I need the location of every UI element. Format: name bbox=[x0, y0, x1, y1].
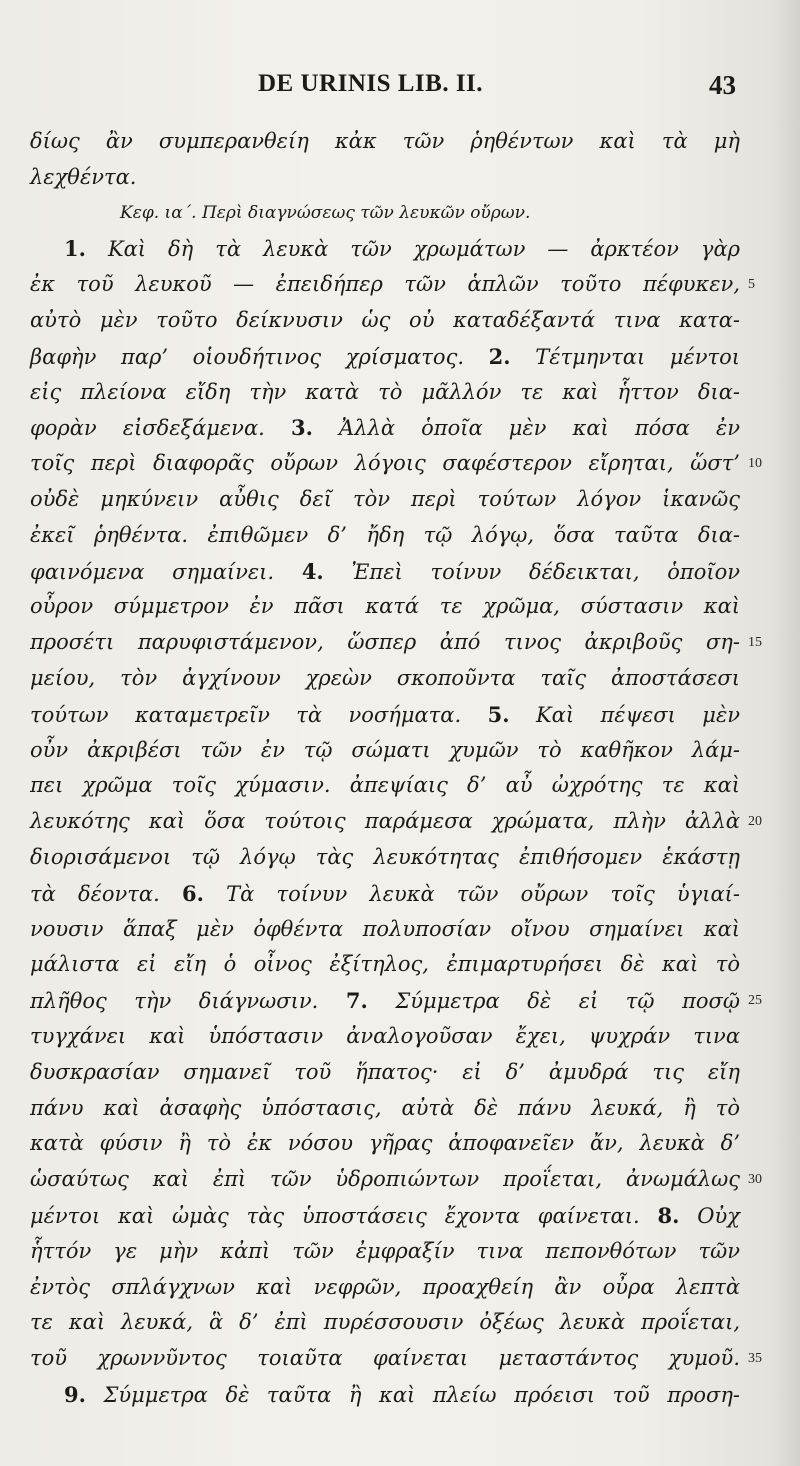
section-number: 1. bbox=[64, 236, 86, 262]
text-line: βαφὴν παρ’ οἱουδήτινος χρίσματος. 2. Τέτμηνται μέντοι bbox=[30, 343, 741, 369]
text-line: μείου, τὸν ἀγχίνουν χρεὼν σκοποῦντα ταῖς ἀποστάσεσι bbox=[30, 665, 740, 690]
text-line: φαινόμενα σημαίνει. 4. Ἐπεὶ τοίνυν δέδεικται, ὁποῖον bbox=[30, 558, 740, 584]
text-line: οὖρον σύμμετρον ἐν πᾶσι κατά τε χρῶμα, σύστασιν καὶ bbox=[30, 594, 740, 619]
running-head-title: DE URINIS LIB. II. bbox=[258, 70, 484, 97]
text-line: οὐδὲ μηκύνειν αὖθις δεῖ τὸν περὶ τούτων λόγον ἱκανῶς bbox=[30, 486, 740, 511]
text-line: πει χρῶμα τοῖς χύμασιν. ἀπεψίαις δ’ αὖ ὠχρότης τε καὶ bbox=[30, 773, 740, 798]
section-number: 2. bbox=[488, 343, 511, 369]
text-line: τοῖς περὶ διαφορᾶς οὔρων λόγοις σαφέστερον εἴρηται, ὥστ’ 10 bbox=[30, 446, 740, 482]
text-line: λεχθέντα. bbox=[30, 164, 137, 189]
text-block bbox=[30, 124, 762, 1413]
text-line: λευκότης καὶ ὅσα τούτοις παράμεσα χρώματα, πλὴν ἀλλὰ 20 bbox=[30, 804, 740, 840]
text-line: τε καὶ λευκά, ἃ δ’ ἐπὶ πυρέσσουσιν ὀξέως λευκὰ προΐεται, bbox=[30, 1310, 740, 1335]
line-number: 5 bbox=[748, 277, 755, 293]
text-line: πάνυ καὶ ἀσαφὴς ὑπόστασις, αὐτὰ δὲ πάνυ λευκά, ἢ τὸ bbox=[30, 1095, 740, 1120]
text-line: τούτων καταμετρεῖν τὰ νοσήματα. 5. Καὶ πέψεσι μὲν bbox=[30, 701, 740, 727]
text-line: μέντοι καὶ ὠμὰς τὰς ὑποστάσεις ἔχοντα φαίνεται. 8. Οὐχ bbox=[30, 1202, 740, 1228]
text-line: προσέτι παρυφιστάμενον, ὥσπερ ἀπό τινος ἀκριβοῦς ση- 15 bbox=[30, 625, 740, 661]
text-line: οὖν ἀκριβέσι τῶν ἐν τῷ σώματι χυμῶν τὸ καθῆκον λάμ- bbox=[30, 737, 740, 762]
page-number: 43 bbox=[709, 70, 736, 100]
text-line: ἐντὸς σπλάγχνων καὶ νεφρῶν, προαχθείη ἂν οὖρα λεπτὰ bbox=[30, 1274, 740, 1299]
text-line: διορισάμενοι τῷ λόγῳ τὰς λευκότητας ἐπιθήσομεν ἑκάστῃ bbox=[30, 844, 740, 869]
line-number: 25 bbox=[748, 993, 762, 1009]
text-line: κατὰ φύσιν ἢ τὸ ἐκ νόσου γῆρας ἀποφανεῖεν ἄν, λευκὰ δ’ bbox=[30, 1131, 740, 1156]
text-line: νουσιν ἅπαξ μὲν ὀφθέντα πολυποσίαν οἴνου σημαίνει καὶ bbox=[30, 916, 740, 941]
text-line: φορὰν εἰσδεξάμενα. 3. Ἀλλὰ ὁποῖα μὲν καὶ πόσα ἐν bbox=[30, 415, 740, 441]
text-line: τυγχάνει καὶ ὑπόστασιν ἀναλογοῦσαν ἔχει, ψυχράν τινα bbox=[30, 1023, 740, 1048]
text-line: ἐκ τοῦ λευκοῦ — ἐπειδήπερ τῶν ἁπλῶν τοῦτο πέφυκεν, 5 bbox=[30, 267, 740, 303]
line-number: 10 bbox=[748, 456, 762, 472]
text-line: δυσκρασίαν σημανεῖ τοῦ ἥπατος· εἰ δ’ ἀμυδρά τις εἴη bbox=[30, 1059, 740, 1084]
section-number: 4. bbox=[301, 558, 324, 584]
text-line: τοῦ χρωννῦντος τοιαῦτα φαίνεται μεταστάντος χυμοῦ. 35 bbox=[30, 1341, 740, 1377]
text-line: 9. Σύμμετρα δὲ ταῦτα ἢ καὶ πλείω πρόεισι τοῦ προση- bbox=[64, 1381, 740, 1407]
text-line: δίως ἂν συμπερανθείη κἀκ τῶν ῥηθέντων καὶ τὰ μὴ bbox=[30, 129, 740, 153]
text-line: πλῆθος τὴν διάγνωσιν. 7. Σύμμετρα δὲ εἰ τῷ ποσῷ 25 bbox=[30, 983, 740, 1019]
page-edge-shadow bbox=[772, 0, 800, 1466]
text-line: αὐτὸ μὲν τοῦτο δείκνυσιν ὡς οὐ καταδέξαντά τινα κατα- bbox=[30, 307, 740, 332]
line-number: 20 bbox=[748, 814, 762, 830]
section-number: 9. bbox=[64, 1381, 86, 1407]
text-line: ἧττόν γε μὴν κἀπὶ τῶν ἐμφραξίν τινα πεπονθότων τῶν bbox=[30, 1238, 740, 1263]
section-number: 7. bbox=[345, 988, 368, 1014]
text-line: 1. Καὶ δὴ τὰ λευκὰ τῶν χρωμάτων — ἀρκτέον γὰρ bbox=[64, 236, 740, 262]
line-number: 35 bbox=[748, 1351, 762, 1367]
text-line: μάλιστα εἰ εἴη ὁ οἶνος ἐξίτηλος, ἐπιμαρτυρήσει δὲ καὶ τὸ bbox=[30, 952, 740, 977]
section-number: 3. bbox=[290, 415, 313, 441]
text-line: ὡσαύτως καὶ ἐπὶ τῶν ὑδροπιώντων προΐεται, ἀνωμάλως 30 bbox=[30, 1162, 740, 1198]
chapter-heading: Κεφ. ια΄. Περὶ διαγνώσεως τῶν λευκῶν οὔρων. bbox=[120, 202, 531, 223]
section-number: 6. bbox=[181, 880, 204, 906]
running-head bbox=[40, 70, 740, 106]
section-number: 5. bbox=[487, 701, 510, 727]
text-line: τὰ δέοντα. 6. Τὰ τοίνυν λευκὰ τῶν οὔρων τοῖς ὑγιαί- bbox=[30, 880, 740, 906]
line-number: 30 bbox=[748, 1172, 762, 1188]
text-line: ἐκεῖ ῥηθέντα. ἐπιθῶμεν δ’ ἤδη τῷ λόγῳ, ὅσα ταῦτα δια- bbox=[30, 522, 740, 547]
text-line: εἰς πλείονα εἴδη τὴν κατὰ τὸ μᾶλλόν τε καὶ ἧττον δια- bbox=[30, 379, 740, 404]
line-number: 15 bbox=[748, 635, 762, 651]
section-number: 8. bbox=[657, 1202, 680, 1228]
